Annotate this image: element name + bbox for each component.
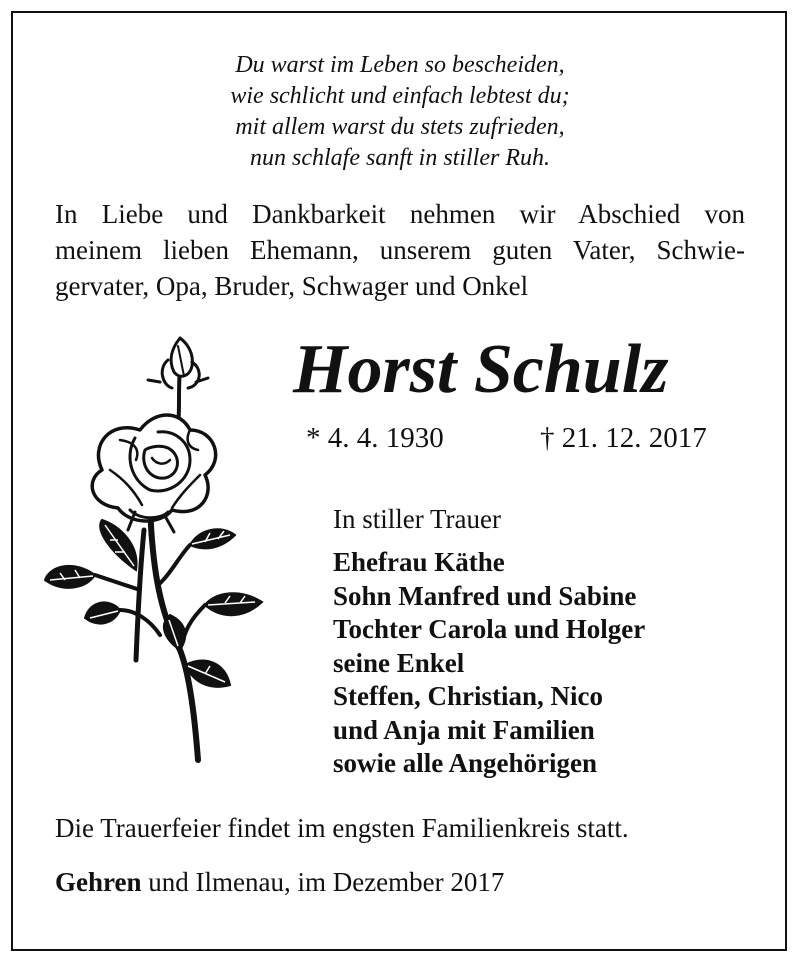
place-date-rest: und Ilmenau, im Dezember 2017 <box>141 867 505 897</box>
intro-line: meinem lieben Ehemann, unserem guten Vater, Schwie- <box>55 235 745 265</box>
place-date <box>55 867 504 898</box>
intro-line: gervater, Opa, Bruder, Schwager und Onkel <box>55 271 529 301</box>
mourner-line: und Anja mit Familien <box>333 714 595 745</box>
poem-line: Du warst im Leben so bescheiden, <box>235 52 565 78</box>
place-name: Gehren <box>55 867 142 897</box>
mourner-line: sowie alle Angehörigen <box>333 748 597 778</box>
mourner-line: Sohn Manfred und Sabine <box>333 580 637 611</box>
poem-line: nun schlafe sanft in stiller Ruh. <box>250 145 550 171</box>
deceased-name: Horst Schulz <box>293 331 669 408</box>
funeral-note: Die Trauerfeier findet im engsten Familienkreis statt. <box>55 813 629 843</box>
mourners-list <box>333 546 645 781</box>
mourner-line: seine Enkel <box>333 647 465 678</box>
poem-line: mit allem warst du stets zufrieden, <box>235 114 565 140</box>
intro-line: In Liebe und Dankbarkeit nehmen wir Abschied von <box>55 199 745 229</box>
mourning-heading: In stiller Trauer <box>333 504 501 534</box>
poem <box>0 50 800 174</box>
intro-text <box>55 196 745 304</box>
birth-date: * 4. 4. 1930 <box>306 422 444 454</box>
rose-icon <box>40 330 270 770</box>
mourner-line: Tochter Carola und Holger <box>333 614 646 644</box>
death-date: † 21. 12. 2017 <box>540 422 707 454</box>
mourner-line: Steffen, Christian, Nico <box>333 681 603 711</box>
mourner-line: Ehefrau Käthe <box>333 547 505 577</box>
poem-line: wie schlicht und einfach lebtest du; <box>230 83 570 109</box>
